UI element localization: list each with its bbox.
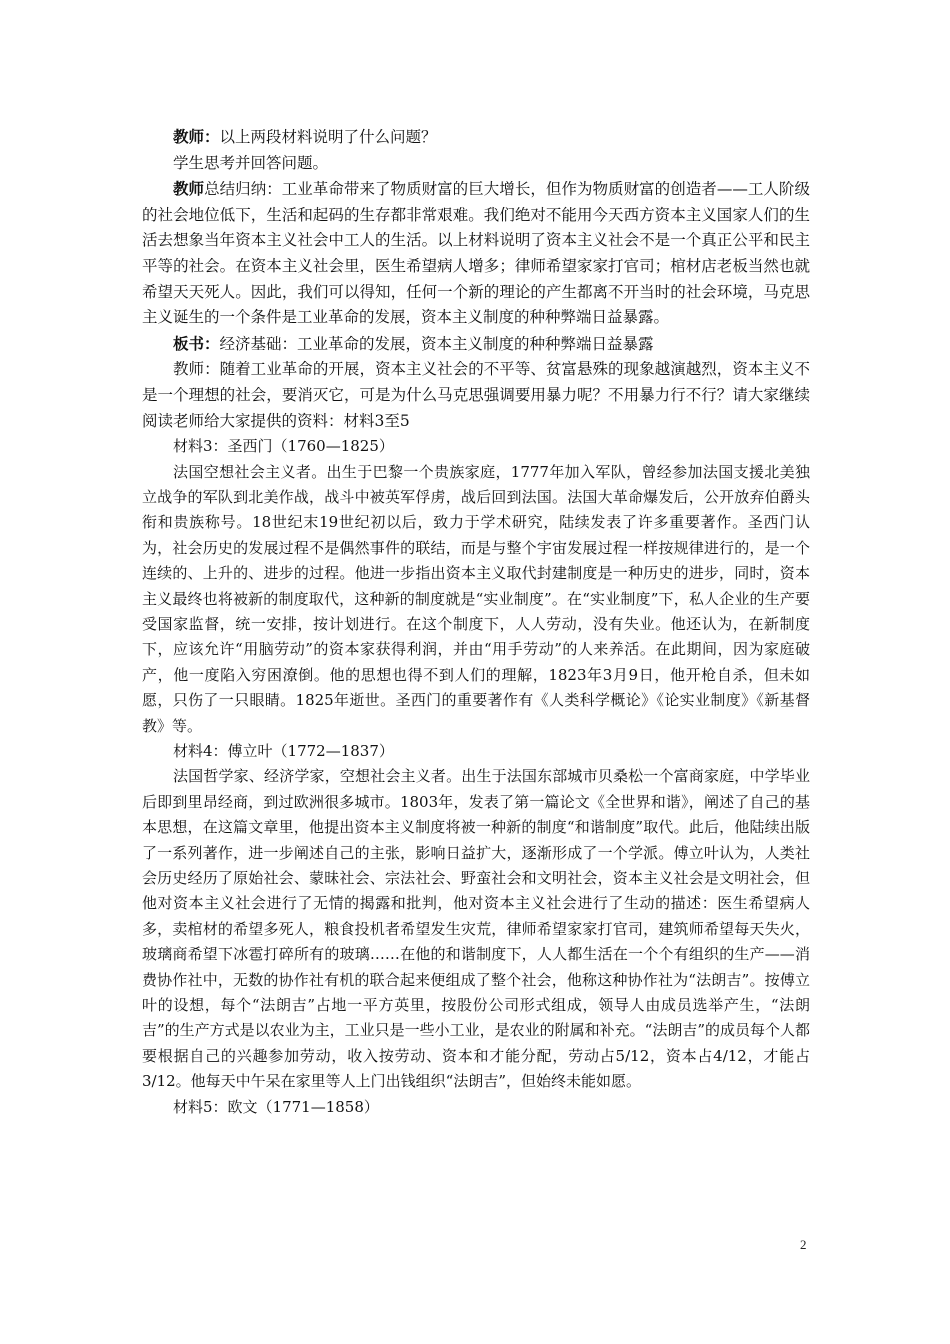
page-number: 2 [800,1237,807,1252]
material-3-title: 材料3：圣西门（1760—1825） [173,437,394,456]
material-3-text: 法国空想社会主义者。出生于巴黎一个贵族家庭，1777年加入军队，曾经参加法国支援北美独立战争的军队到北美作战，战斗中被英军俘虏，战后回到法国。法国大革命爆发后，公开放弃伯爵头衔和贵族称号。18世纪末19世纪初以后，致力于学术研究，陆续发表了许多重要著作。圣西门认为，社会历史的发展过程不是偶然事件的联结，而是与整个宇宙发展过程一样按规律进行的，是一个连续的、上升的、进步的过程。他进一步指出资本主义取代封建制度是一种历史的进步，同时，资本主义最终也将被新的制度取代，这种新的制度就是“实业制度”。在“实业制度”下，私人企业的生产要受国家监督，统一安排，按计划进行。在这个制度下，人人劳动，没有失业。他还认为，在新制度下，应该允许“用脑劳动”的资本家获得利润，并由“用手劳动”的人来养活。在此期间，因为家庭破产，他一度陷入穷困潦倒。他的思想也得不到人们的理解，1823年3月9日，他开枪自杀，但未如愿，只伤了一只眼睛。1825年逝世。圣西门的重要著作有《人类科学概论》《论实业制度》《新基督教》等。 [142,462,810,735]
paragraph-teacher-summary [142,176,810,331]
speaker-label: 教师： [173,127,220,146]
paragraph-text: 学生思考并回答问题。 [173,153,329,172]
paragraph-teacher-followup [142,357,810,434]
paragraph-teacher-question [142,124,810,151]
material-4-text: 法国哲学家、经济学家，空想社会主义者。出生于法国东部城市贝桑松一个富商家庭，中学毕业后即到里昂经商，到过欧洲很多城市。1803年，发表了第一篇论文《全世界和谐》，阐述了自己的基本思想，在这篇文章里，他提出资本主义制度将被一种新的制度“和谐制度”取代。此后，他陆续出版了一系列著作，进一步阐述自己的主张，影响日益扩大，逐渐形成了一个学派。傅立叶认为，人类社会历史经历了原始社会、蒙昧社会、宗法社会、野蛮社会和文明社会，资本主义社会是文明社会，但他对资本主义社会进行了无情的揭露和批判，他对资本主义社会进行了生动的描述：医生希望病人多，卖棺材的希望多死人，粮食投机者希望发生灾荒，律师希望家家打官司，建筑师希望每天失火，玻璃商希望下冰雹打碎所有的玻璃……在他的和谐制度下，人人都生活在一个个有组织的生产——消费协作社中，无数的协作社有机的联合起来便组成了整个社会，他称这种协作社为“法朗吉”。按傅立叶的设想，每个“法朗吉”占地一平方英里，按股份公司形式组成，领导人由成员选举产生，“法朗吉”的生产方式是以农业为主，工业只是一些小工业，是农业的附属和补充。“法朗吉”的成员每个人都要根据自己的兴趣参加劳动，收入按劳动、资本和才能分配，劳动占5/12，资本占4/12，才能占3/12。他每天中午呆在家里等人上门出钱组织“法朗吉”，但始终未能如愿。 [142,767,811,1091]
paragraph-text: 教师：随着工业革命的开展，资本主义社会的不平等、贫富悬殊的现象越演越烈，资本主义不是一个理想的社会，要消灭它，可是为什么马克思强调要用暴力呢？不用暴力行不行？请大家继续阅读老师给大家提供的资料：材料3至5 [142,360,810,430]
paragraph-text: 经济基础：工业革命的发展，资本主义制度的种种弊端日益暴露 [219,334,654,353]
material-4-title: 材料4：傅立叶（1772—1837） [173,742,394,760]
speaker-label: 教师 [173,179,205,199]
paragraph-text: 总结归纳：工业革命带来了物质财富的巨大增长，但作为物质财富的创造者——工人阶级的社会地位低下，生活和起码的生存都非常艰难。我们绝对不能用今天西方资本主义国家人们的生活去想象当年资本主义社会中工人的生活。以上材料说明了资本主义社会不是一个真正公平和民主平等的社会。在资本主义社会里，医生希望病人增多；律师希望家家打官司；棺材店老板当然也就希望天天死人。因此，我们可以得知，任何一个新的理论的产生都离不开当时的社会环境，马克思主义诞生的一个条件是工业革命的发展，资本主义制度的种种弊端日益暴露。 [142,180,810,327]
blackboard-label: 板书： [173,333,220,353]
material-5-title: 材料5：欧文（1771—1858） [173,1097,379,1116]
paragraph-students [142,151,810,177]
page-content [142,124,810,1120]
paragraph-blackboard [142,331,810,358]
paragraph-text: 以上两段材料说明了什么问题？ [219,128,437,146]
